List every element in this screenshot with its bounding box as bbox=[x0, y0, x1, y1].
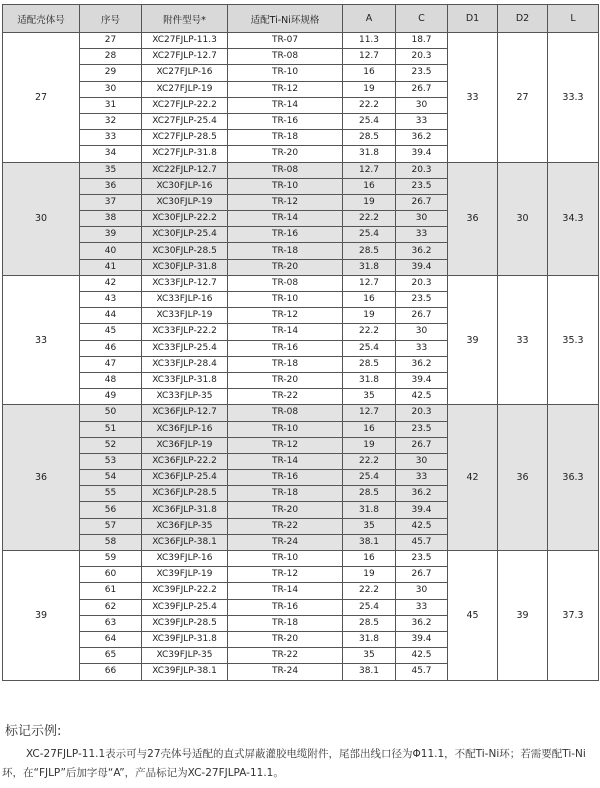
cell-seq: 30 bbox=[80, 81, 142, 97]
cell-c: 42.5 bbox=[396, 389, 448, 405]
cell-l: 34.3 bbox=[548, 162, 599, 275]
cell-ring: TR-16 bbox=[228, 470, 343, 486]
cell-c: 33 bbox=[396, 113, 448, 129]
cell-c: 36.2 bbox=[396, 356, 448, 372]
cell-ring: TR-14 bbox=[228, 453, 343, 469]
cell-model: XC27FJLP-11.3 bbox=[142, 33, 228, 49]
cell-model: XC33FJLP-16 bbox=[142, 292, 228, 308]
cell-a: 31.8 bbox=[343, 631, 396, 647]
cell-ring: TR-20 bbox=[228, 146, 343, 162]
cell-c: 39.4 bbox=[396, 631, 448, 647]
cell-c: 20.3 bbox=[396, 405, 448, 421]
cell-a: 28.5 bbox=[343, 356, 396, 372]
cell-shell: 30 bbox=[3, 162, 80, 275]
cell-c: 26.7 bbox=[396, 567, 448, 583]
cell-seq: 45 bbox=[80, 324, 142, 340]
cell-seq: 32 bbox=[80, 113, 142, 129]
cell-a: 31.8 bbox=[343, 502, 396, 518]
cell-a: 28.5 bbox=[343, 243, 396, 259]
cell-l: 36.3 bbox=[548, 405, 599, 551]
cell-ring: TR-20 bbox=[228, 372, 343, 388]
cell-seq: 52 bbox=[80, 437, 142, 453]
cell-seq: 55 bbox=[80, 486, 142, 502]
cell-c: 30 bbox=[396, 583, 448, 599]
cell-ring: TR-22 bbox=[228, 518, 343, 534]
header-d1: D1 bbox=[448, 5, 498, 33]
cell-a: 25.4 bbox=[343, 470, 396, 486]
cell-ring: TR-20 bbox=[228, 259, 343, 275]
cell-seq: 61 bbox=[80, 583, 142, 599]
cell-ring: TR-24 bbox=[228, 534, 343, 550]
cell-model: XC33FJLP-12.7 bbox=[142, 275, 228, 291]
table-row bbox=[3, 275, 599, 291]
cell-a: 31.8 bbox=[343, 146, 396, 162]
cell-a: 25.4 bbox=[343, 227, 396, 243]
cell-model: XC33FJLP-28.4 bbox=[142, 356, 228, 372]
notes-title: 标记示例: bbox=[5, 724, 62, 739]
cell-a: 19 bbox=[343, 194, 396, 210]
cell-a: 19 bbox=[343, 308, 396, 324]
cell-model: XC36FJLP-35 bbox=[142, 518, 228, 534]
cell-a: 35 bbox=[343, 648, 396, 664]
cell-model: XC36FJLP-16 bbox=[142, 421, 228, 437]
cell-seq: 66 bbox=[80, 664, 142, 680]
cell-c: 39.4 bbox=[396, 372, 448, 388]
cell-ring: TR-08 bbox=[228, 49, 343, 65]
cell-seq: 35 bbox=[80, 162, 142, 178]
cell-c: 45.7 bbox=[396, 534, 448, 550]
header-model: 附件型号* bbox=[142, 5, 228, 33]
cell-seq: 64 bbox=[80, 631, 142, 647]
cell-model: XC36FJLP-28.5 bbox=[142, 486, 228, 502]
cell-c: 42.5 bbox=[396, 518, 448, 534]
cell-ring: TR-10 bbox=[228, 421, 343, 437]
cell-model: XC39FJLP-16 bbox=[142, 551, 228, 567]
cell-c: 45.7 bbox=[396, 664, 448, 680]
cell-ring: TR-18 bbox=[228, 615, 343, 631]
cell-seq: 62 bbox=[80, 599, 142, 615]
cell-ring: TR-12 bbox=[228, 567, 343, 583]
cell-model: XC30FJLP-22.2 bbox=[142, 211, 228, 227]
cell-a: 19 bbox=[343, 567, 396, 583]
cell-seq: 60 bbox=[80, 567, 142, 583]
cell-a: 31.8 bbox=[343, 259, 396, 275]
cell-seq: 39 bbox=[80, 227, 142, 243]
cell-a: 25.4 bbox=[343, 599, 396, 615]
cell-l: 37.3 bbox=[548, 551, 599, 681]
cell-c: 18.7 bbox=[396, 33, 448, 49]
cell-ring: TR-12 bbox=[228, 81, 343, 97]
header-ring: 适配Ti-Ni环规格 bbox=[228, 5, 343, 33]
notes-body: XC-27FJLP-11.1表示可与27壳体号适配的直式屏蔽灌胶电缆附件，尾部出线口径为Φ11.1，不配Ti-Ni环；若需要配Ti-Ni环，在“FJLP”后加字母“A”，产品标记为XC-27FJLPA-11.1。 bbox=[2, 748, 586, 779]
cell-model: XC39FJLP-31.8 bbox=[142, 631, 228, 647]
cell-model: XC27FJLP-22.2 bbox=[142, 97, 228, 113]
header-d2: D2 bbox=[498, 5, 548, 33]
cell-ring: TR-08 bbox=[228, 162, 343, 178]
cell-a: 16 bbox=[343, 65, 396, 81]
header-a: A bbox=[343, 5, 396, 33]
cell-ring: TR-08 bbox=[228, 405, 343, 421]
cell-d2: 27 bbox=[498, 33, 548, 163]
cell-seq: 59 bbox=[80, 551, 142, 567]
cell-d2: 30 bbox=[498, 162, 548, 275]
header-seq: 序号 bbox=[80, 5, 142, 33]
cell-ring: TR-10 bbox=[228, 551, 343, 567]
cell-ring: TR-12 bbox=[228, 308, 343, 324]
cell-a: 12.7 bbox=[343, 275, 396, 291]
cell-seq: 47 bbox=[80, 356, 142, 372]
cell-ring: TR-10 bbox=[228, 292, 343, 308]
cell-seq: 27 bbox=[80, 33, 142, 49]
cell-ring: TR-24 bbox=[228, 664, 343, 680]
cell-ring: TR-18 bbox=[228, 356, 343, 372]
cell-c: 20.3 bbox=[396, 275, 448, 291]
cell-ring: TR-22 bbox=[228, 389, 343, 405]
table-row bbox=[3, 33, 599, 49]
cell-c: 33 bbox=[396, 599, 448, 615]
cell-a: 28.5 bbox=[343, 486, 396, 502]
cell-ring: TR-16 bbox=[228, 340, 343, 356]
cell-c: 33 bbox=[396, 227, 448, 243]
cell-c: 39.4 bbox=[396, 502, 448, 518]
cell-seq: 44 bbox=[80, 308, 142, 324]
cell-d1: 39 bbox=[448, 275, 498, 405]
cell-ring: TR-10 bbox=[228, 178, 343, 194]
cell-seq: 31 bbox=[80, 97, 142, 113]
cell-c: 23.5 bbox=[396, 551, 448, 567]
cell-c: 26.7 bbox=[396, 437, 448, 453]
cell-ring: TR-08 bbox=[228, 275, 343, 291]
cell-a: 25.4 bbox=[343, 113, 396, 129]
cell-model: XC27FJLP-25.4 bbox=[142, 113, 228, 129]
cell-model: XC30FJLP-31.8 bbox=[142, 259, 228, 275]
cell-seq: 57 bbox=[80, 518, 142, 534]
cell-l: 35.3 bbox=[548, 275, 599, 405]
cell-a: 22.2 bbox=[343, 583, 396, 599]
header-l: L bbox=[548, 5, 599, 33]
cell-ring: TR-22 bbox=[228, 648, 343, 664]
cell-model: XC39FJLP-35 bbox=[142, 648, 228, 664]
cell-c: 36.2 bbox=[396, 130, 448, 146]
cell-model: XC39FJLP-19 bbox=[142, 567, 228, 583]
cell-ring: TR-20 bbox=[228, 502, 343, 518]
cell-c: 33 bbox=[396, 470, 448, 486]
cell-a: 16 bbox=[343, 421, 396, 437]
cell-ring: TR-18 bbox=[228, 243, 343, 259]
cell-model: XC33FJLP-35 bbox=[142, 389, 228, 405]
cell-seq: 53 bbox=[80, 453, 142, 469]
table-body bbox=[3, 33, 599, 681]
cell-ring: TR-16 bbox=[228, 113, 343, 129]
cell-model: XC27FJLP-28.5 bbox=[142, 130, 228, 146]
cell-seq: 38 bbox=[80, 211, 142, 227]
cell-seq: 46 bbox=[80, 340, 142, 356]
cell-seq: 63 bbox=[80, 615, 142, 631]
spec-table bbox=[2, 4, 599, 681]
cell-seq: 40 bbox=[80, 243, 142, 259]
cell-d1: 36 bbox=[448, 162, 498, 275]
cell-a: 19 bbox=[343, 81, 396, 97]
cell-model: XC36FJLP-12.7 bbox=[142, 405, 228, 421]
cell-shell: 39 bbox=[3, 551, 80, 681]
cell-ring: TR-18 bbox=[228, 130, 343, 146]
cell-ring: TR-14 bbox=[228, 211, 343, 227]
cell-d2: 36 bbox=[498, 405, 548, 551]
cell-model: XC27FJLP-31.8 bbox=[142, 146, 228, 162]
cell-model: XC39FJLP-25.4 bbox=[142, 599, 228, 615]
cell-a: 28.5 bbox=[343, 615, 396, 631]
cell-ring: TR-16 bbox=[228, 227, 343, 243]
cell-model: XC39FJLP-38.1 bbox=[142, 664, 228, 680]
cell-c: 23.5 bbox=[396, 292, 448, 308]
cell-ring: TR-18 bbox=[228, 486, 343, 502]
cell-c: 26.7 bbox=[396, 81, 448, 97]
cell-a: 31.8 bbox=[343, 372, 396, 388]
cell-c: 36.2 bbox=[396, 243, 448, 259]
cell-ring: TR-12 bbox=[228, 437, 343, 453]
cell-model: XC27FJLP-19 bbox=[142, 81, 228, 97]
cell-model: XC22FJLP-12.7 bbox=[142, 162, 228, 178]
cell-a: 11.3 bbox=[343, 33, 396, 49]
cell-c: 30 bbox=[396, 97, 448, 113]
cell-seq: 43 bbox=[80, 292, 142, 308]
cell-model: XC33FJLP-22.2 bbox=[142, 324, 228, 340]
header-shell: 适配壳体号 bbox=[3, 5, 80, 33]
cell-a: 12.7 bbox=[343, 49, 396, 65]
cell-c: 30 bbox=[396, 453, 448, 469]
cell-c: 23.5 bbox=[396, 421, 448, 437]
cell-seq: 54 bbox=[80, 470, 142, 486]
cell-d2: 33 bbox=[498, 275, 548, 405]
cell-c: 36.2 bbox=[396, 615, 448, 631]
cell-a: 35 bbox=[343, 389, 396, 405]
cell-seq: 65 bbox=[80, 648, 142, 664]
cell-model: XC33FJLP-25.4 bbox=[142, 340, 228, 356]
cell-ring: TR-14 bbox=[228, 583, 343, 599]
cell-ring: TR-14 bbox=[228, 97, 343, 113]
cell-l: 33.3 bbox=[548, 33, 599, 163]
cell-shell: 27 bbox=[3, 33, 80, 163]
cell-a: 22.2 bbox=[343, 211, 396, 227]
cell-a: 35 bbox=[343, 518, 396, 534]
cell-model: XC39FJLP-22.2 bbox=[142, 583, 228, 599]
cell-seq: 36 bbox=[80, 178, 142, 194]
cell-model: XC30FJLP-25.4 bbox=[142, 227, 228, 243]
cell-a: 25.4 bbox=[343, 340, 396, 356]
table-row bbox=[3, 551, 599, 567]
cell-ring: TR-07 bbox=[228, 33, 343, 49]
cell-seq: 50 bbox=[80, 405, 142, 421]
cell-ring: TR-16 bbox=[228, 599, 343, 615]
cell-a: 16 bbox=[343, 178, 396, 194]
cell-a: 38.1 bbox=[343, 534, 396, 550]
cell-seq: 28 bbox=[80, 49, 142, 65]
cell-model: XC33FJLP-19 bbox=[142, 308, 228, 324]
cell-d2: 39 bbox=[498, 551, 548, 681]
cell-model: XC33FJLP-31.8 bbox=[142, 372, 228, 388]
cell-a: 12.7 bbox=[343, 162, 396, 178]
cell-c: 30 bbox=[396, 324, 448, 340]
cell-c: 26.7 bbox=[396, 308, 448, 324]
cell-c: 20.3 bbox=[396, 162, 448, 178]
cell-a: 16 bbox=[343, 292, 396, 308]
cell-a: 38.1 bbox=[343, 664, 396, 680]
cell-a: 12.7 bbox=[343, 405, 396, 421]
cell-model: XC36FJLP-19 bbox=[142, 437, 228, 453]
cell-seq: 37 bbox=[80, 194, 142, 210]
cell-seq: 29 bbox=[80, 65, 142, 81]
cell-ring: TR-10 bbox=[228, 65, 343, 81]
cell-c: 42.5 bbox=[396, 648, 448, 664]
cell-d1: 45 bbox=[448, 551, 498, 681]
cell-model: XC36FJLP-22.2 bbox=[142, 453, 228, 469]
cell-ring: TR-12 bbox=[228, 194, 343, 210]
cell-c: 36.2 bbox=[396, 486, 448, 502]
cell-ring: TR-14 bbox=[228, 324, 343, 340]
cell-model: XC30FJLP-19 bbox=[142, 194, 228, 210]
cell-seq: 33 bbox=[80, 130, 142, 146]
cell-c: 23.5 bbox=[396, 65, 448, 81]
cell-c: 26.7 bbox=[396, 194, 448, 210]
cell-model: XC30FJLP-28.5 bbox=[142, 243, 228, 259]
cell-a: 22.2 bbox=[343, 453, 396, 469]
marking-example bbox=[2, 720, 598, 783]
cell-seq: 49 bbox=[80, 389, 142, 405]
cell-shell: 33 bbox=[3, 275, 80, 405]
cell-c: 39.4 bbox=[396, 259, 448, 275]
cell-c: 30 bbox=[396, 211, 448, 227]
cell-c: 39.4 bbox=[396, 146, 448, 162]
cell-a: 22.2 bbox=[343, 97, 396, 113]
cell-d1: 42 bbox=[448, 405, 498, 551]
cell-seq: 41 bbox=[80, 259, 142, 275]
cell-a: 28.5 bbox=[343, 130, 396, 146]
cell-shell: 36 bbox=[3, 405, 80, 551]
cell-seq: 42 bbox=[80, 275, 142, 291]
cell-a: 19 bbox=[343, 437, 396, 453]
cell-model: XC36FJLP-31.8 bbox=[142, 502, 228, 518]
cell-model: XC27FJLP-12.7 bbox=[142, 49, 228, 65]
cell-d1: 33 bbox=[448, 33, 498, 163]
cell-c: 23.5 bbox=[396, 178, 448, 194]
cell-ring: TR-20 bbox=[228, 631, 343, 647]
table-row bbox=[3, 162, 599, 178]
cell-model: XC36FJLP-38.1 bbox=[142, 534, 228, 550]
cell-model: XC30FJLP-16 bbox=[142, 178, 228, 194]
cell-c: 33 bbox=[396, 340, 448, 356]
cell-seq: 34 bbox=[80, 146, 142, 162]
cell-seq: 56 bbox=[80, 502, 142, 518]
cell-model: XC39FJLP-28.5 bbox=[142, 615, 228, 631]
cell-c: 20.3 bbox=[396, 49, 448, 65]
header-c: C bbox=[396, 5, 448, 33]
table-header-row bbox=[3, 5, 599, 33]
cell-seq: 51 bbox=[80, 421, 142, 437]
cell-seq: 58 bbox=[80, 534, 142, 550]
cell-model: XC27FJLP-16 bbox=[142, 65, 228, 81]
cell-seq: 48 bbox=[80, 372, 142, 388]
table-row bbox=[3, 405, 599, 421]
cell-model: XC36FJLP-25.4 bbox=[142, 470, 228, 486]
cell-a: 22.2 bbox=[343, 324, 396, 340]
cell-a: 16 bbox=[343, 551, 396, 567]
